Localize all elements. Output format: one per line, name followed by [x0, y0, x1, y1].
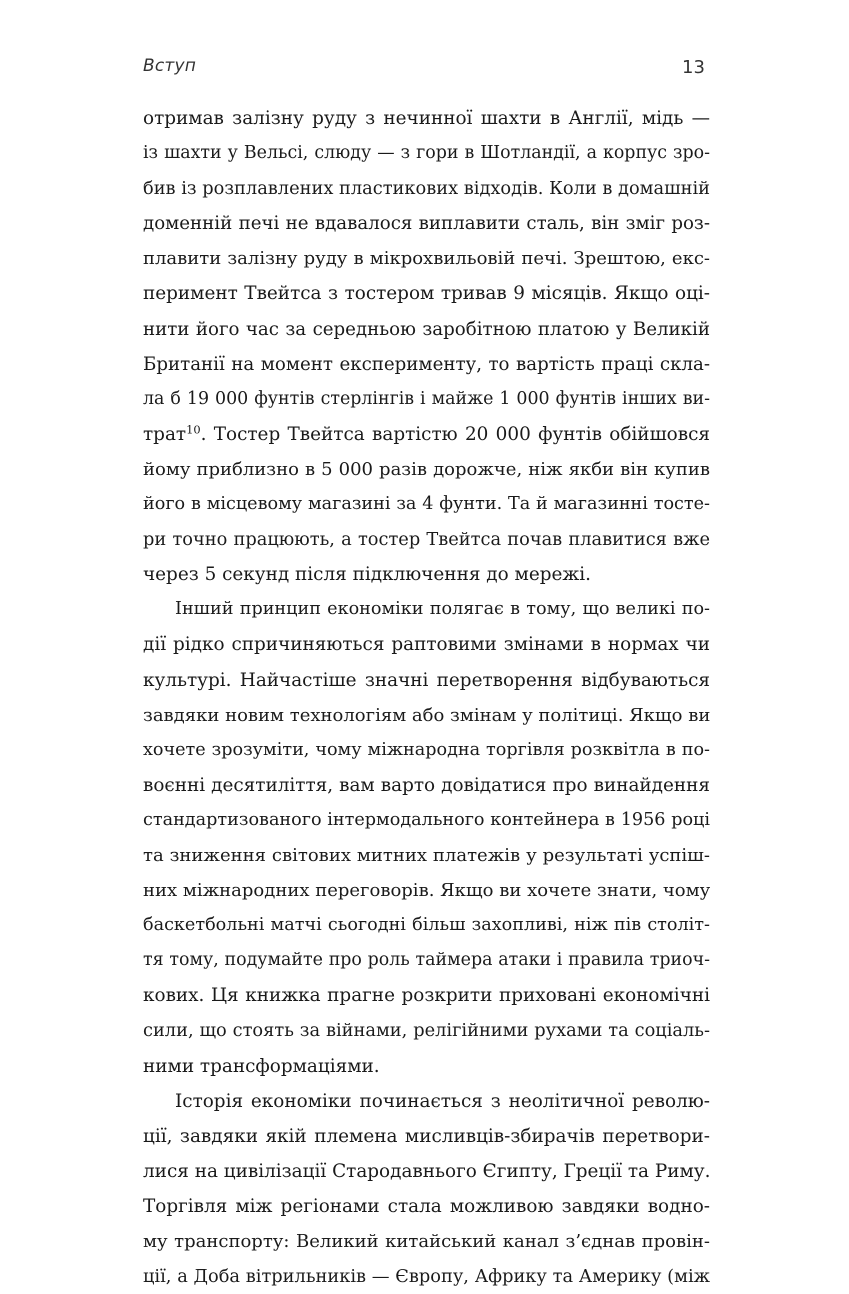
text-line: ції, а Доба вітрильників — Європу, Африку та Америку (між	[143, 1266, 710, 1288]
text-line: Торгівля між регіонами стала можливою завдяки водно-	[143, 1195, 710, 1217]
text-line: дії рідко спричиняються раптовими змінами в нормах чи	[143, 634, 710, 656]
text-line: перимент Твейтса з тостером тривав 9 місяців. Якщо оці-	[143, 283, 710, 305]
paragraph	[143, 1084, 710, 1294]
paragraph	[143, 592, 710, 1083]
text-line: нити його час за середньою заробітною платою у Великій	[143, 318, 710, 340]
paragraph	[143, 101, 710, 592]
text-line-with-footnote	[143, 417, 710, 452]
text-line: та зниження світових митних платежів у результаті успіш-	[143, 844, 710, 866]
text-line: Інший принцип економіки полягає в тому, що великі по-	[175, 599, 710, 620]
text-line: кових. Ця книжка прагне розкрити приховані економічні	[143, 985, 710, 1007]
text-line: його в місцевому магазині за 4 фунти. Та й магазинні тосте-	[143, 494, 710, 515]
text-fragment: трат	[143, 423, 187, 445]
text-line: стандартизованого інтермодального контейнера в 1956 році	[143, 809, 710, 830]
text-line: отримав залізну руду з нечинної шахти в Англії, мідь —	[143, 108, 710, 129]
text-line: му транспорту: Великий китайський канал з’єднав провін-	[143, 1231, 710, 1252]
text-fragment: . Тостер Твейтса вартістю 20 000 фунтів обійшовся	[200, 423, 710, 445]
text-line: культурі. Найчастіше значні перетворення відбуваються	[143, 669, 710, 691]
text-line: лися на цивілізації Стародавнього Єгипту, Греції та Риму.	[143, 1160, 711, 1182]
text-line: сили, що стоять за війнами, релігійними рухами та соціаль-	[143, 1020, 710, 1042]
text-line: ними трансформаціями.	[143, 1055, 380, 1077]
text-line: із шахти у Вельсі, слюду — з гори в Шотландії, а корпус зро-	[143, 143, 710, 164]
text-line: через 5 секунд після підключення до мережі.	[143, 564, 592, 586]
text-line: них міжнародних переговорів. Якщо ви хочете знати, чому	[143, 880, 711, 902]
text-line: Британії на момент експерименту, то вартість праці скла-	[143, 353, 710, 375]
text-line: йому приблизно в 5 000 разів дорожче, ніж якби він купив	[143, 458, 710, 480]
text-line: воєнні десятиліття, вам варто довідатися про винайдення	[143, 774, 710, 796]
footnote-marker: 10	[186, 422, 201, 437]
text-line: баскетбольні матчі сьогодні більш захопливі, ніж пів століт-	[143, 915, 710, 936]
text-line: плавити залізну руду в мікрохвильовій печі. Зрештою, екс-	[143, 248, 710, 270]
text-line: ри точно працюють, а тостер Твейтса почав плавитися вже	[143, 529, 710, 551]
text-line: ції, завдяки якій племена мисливців-збирачів перетвори-	[143, 1125, 710, 1147]
text-line: завдяки новим технологіям або змінам у політиці. Якщо ви	[143, 704, 711, 726]
text-line: хочете зрозуміти, чому міжнародна торгівля розквітла в по-	[143, 739, 710, 760]
text-line: тя тому, подумайте про роль таймера атаки і правила триоч-	[143, 950, 710, 971]
page-number: 13	[682, 57, 705, 78]
text-line: бив із розплавлених пластикових відходів. Коли в домашній	[143, 178, 711, 200]
running-head-section: Вступ	[143, 56, 197, 76]
text-line: доменній печі не вдавалося виплавити сталь, він зміг роз-	[143, 213, 710, 235]
text-line: ла б 19 000 фунтів стерлінгів і майже 1 000 фунтів інших ви-	[143, 388, 710, 409]
text-line: Історія економіки починається з неолітичної револю-	[175, 1090, 710, 1112]
body-text	[143, 101, 710, 1294]
